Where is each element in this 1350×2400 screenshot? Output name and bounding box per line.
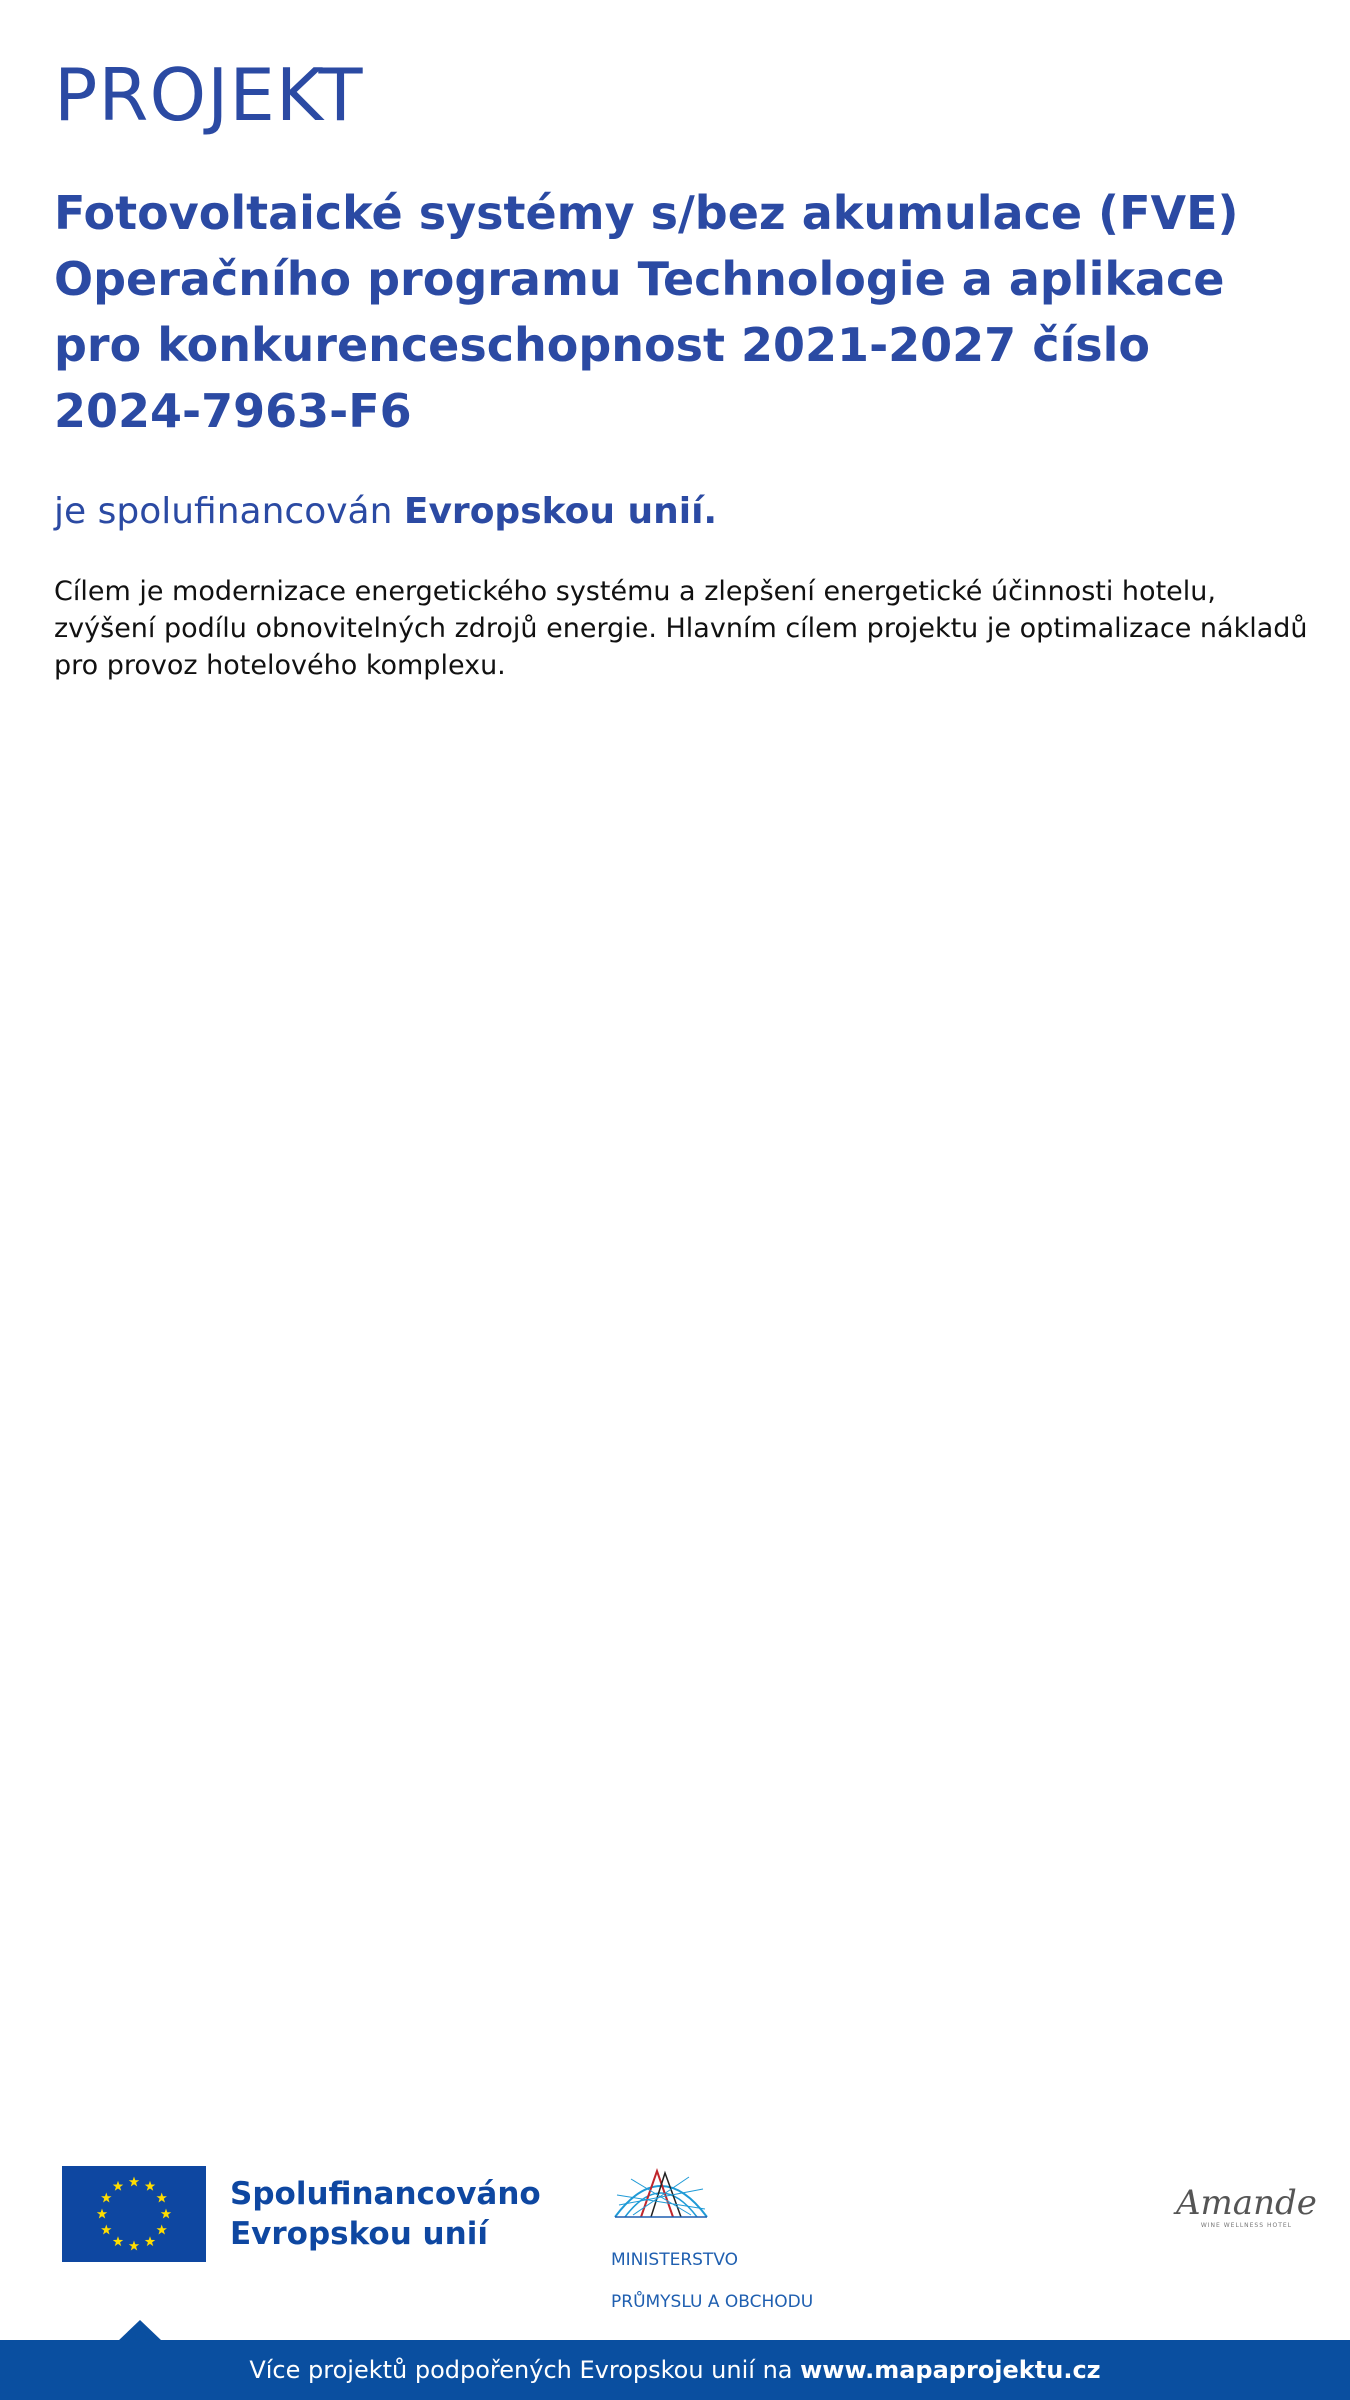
eu-logo-text bbox=[230, 2174, 541, 2254]
project-label: PROJEKT bbox=[54, 53, 364, 137]
hotel-logo-name: Amande bbox=[1176, 2183, 1317, 2223]
footer-text-prefix: Více projektů podpořených Evropskou unií na bbox=[249, 2356, 793, 2384]
cofunding-highlight: Evropskou unií. bbox=[403, 491, 718, 532]
ministry-logo-line1: MINISTERSTVO bbox=[611, 2250, 739, 2270]
eu-cofunding-logo bbox=[62, 2166, 541, 2262]
eu-flag-icon bbox=[62, 2166, 206, 2262]
hotel-logo bbox=[1176, 2183, 1317, 2229]
ministry-emblem-icon bbox=[611, 2165, 711, 2221]
footer-text bbox=[249, 2356, 1100, 2384]
footer-bar bbox=[0, 2340, 1350, 2400]
ministry-logo-line2: PRŮMYSLU A OBCHODU bbox=[611, 2292, 814, 2312]
eu-logo-line1: Spolufinancováno bbox=[230, 2176, 541, 2212]
eu-logo-line2: Evropskou unií bbox=[230, 2216, 488, 2252]
cofunding-statement bbox=[54, 490, 717, 533]
ministry-logo-text bbox=[611, 2229, 813, 2334]
project-title: Fotovoltaické systémy s/bez akumulace (FVE) Operačního programu Technologie a aplikace pro konkurenceschopnost 2021-2027 číslo 2024-7963-F6 bbox=[54, 186, 1239, 438]
hotel-logo-subtitle: WINE WELLNESS HOTEL bbox=[1200, 2222, 1292, 2229]
cofunding-prefix: je spolufinancován bbox=[54, 491, 393, 532]
ministry-logo bbox=[611, 2165, 813, 2334]
footer-link[interactable]: www.mapaprojektu.cz bbox=[800, 2356, 1101, 2384]
project-description: Cílem je modernizace energetického systému a zlepšení energetické účinnosti hotelu, zvýšení podílu obnovitelných zdrojů energie. Hlavním cílem projektu je optimalizace nákladů pro provoz hotelového komplexu. bbox=[54, 576, 1308, 681]
footer-notch bbox=[118, 2320, 162, 2341]
